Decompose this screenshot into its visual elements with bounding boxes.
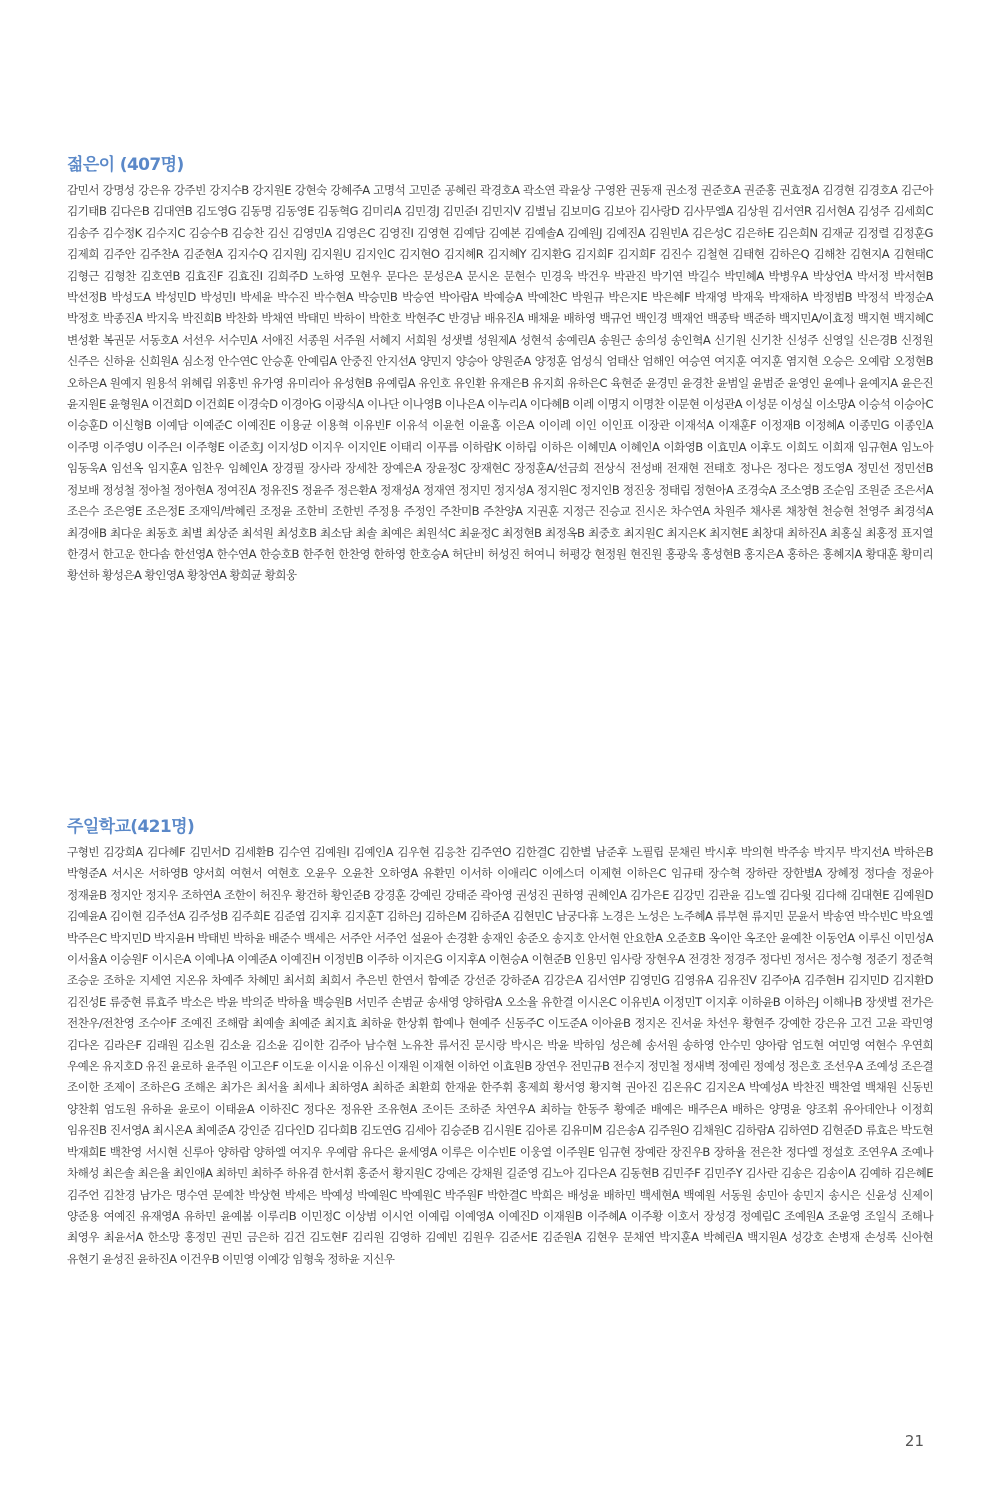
- name-list-sunday-school: 구형빈 김강희A 김다혜F 김민서D 김세환B 김수연 김예원I 김예인A 김우현 김응찬 김주연O 김한결C 김한별 남준후 노필립 문채린 박시후 박의현 박주송 박지무 박지선A 박하은B 박형준A 서시온 서하영B 양서희 여현서 여현호 오윤우 오윤찬 오하영A 유환민 이서하 이애리C 이에스더 이제현 이하은C 임규태 장수혁 장하란 장한별A 장혜정 정다솔 정윤아 정재윤B 정지안 정지우 조하연A 조한이 허진우 황건하 황인준B 강경훈 강예린 강태준 곽아영 권성진 권하영 권혜인A 김가은E 김강민 김관윤 김노엘 김다윗 김다해 김대현E 김예원D 김예윤A 김이현 김주선A 김주성B 김주희E 김준엽 김지후 김지훈T 김하은J 김하은M 김하준A 김현민C 남궁다휴 노경은 노성은 노주혜A 류부현 류지민 문윤서 박송연 박수빈C 박요엘 박주은C 박지민D 박지윤H 박태빈 박하윤 배준수 백세은 서주안 서주언 설윤아 손경환 송재인 송준오 송지호 안서현 안요한A 오준호B 옥이안 옥조안 윤예찬 이동언A 이루신 이민성A 이서율A 이승원F 이시은A 이예나A 이예준A 이예진H 이정빈B 이주하 이지은G 이지후A 이현승A 이현준B 인용민 임사랑 장현우A 전경찬 정경주 정다빈 정서은 정수형 정준기 정준혁 조승운 조하운 지세연 지온유 차예주 차혜민 최서희 최희서 추은빈 한연서 함예준 강선준 강하준A 김강은A 김서연P 김영민G 김영유A 김유진V 김주아A 김주현H 김지민D 김지환D 김진성E 류중현 류효주 박소은 박윤 박의준 박하율 백승원B 서민주 손범균 송새영 양하람A 오소율 유한결 이시온C 이유빈A 이정민T 이지후 이하윤B 이하은J 이해나B 장샛별 전가은 전찬우/전찬영 조수아F 조예진 조해람 최예솔 최예준 최지효 최하윤 한상휘 함예나 현예주 신동주C 이도준A 이아윤B 정지온 진서윤 차선우 황현주 강예한 강은유 고건 고윤 곽민영 김다온 김라은F 김래원 김소원 김소윤 김소윤 김이한 김주아 남수현 노유찬 류서진 문시랑 박시은 박윤 박하임 성은혜 송서원 송하영 안수민 양아람 엄도현 여민영 여현수 우연희 우예온 유지호D 유진 윤로하 윤주원 이고은F 이도윤 이시윤 이유신 이재원 이재현 이하언 이효원B 장연우 전민규B 전수지 정민철 정새벽 정예린 정예성 정은호 조선우A 조예성 조은결 조이한 조제이 조하은G 조해온 최가은 최서율 최세나 최하영A 최하준 최환희 한재윤 한주휘 홍제희 황서영 황지혁 권아진 김온유C 김지온A 박예성A 박찬진 백찬열 백채원 신동빈 양찬휘 엄도원 유하윤 윤로이 이태윤A 이하진C 정다온 정유완 조유현A 조이든 조하준 차연우A 최하늘 한동주 황예준 배예은 배주은A 배하은 양명윤 양조휘 유아데안나 이정희 임유진B 진서영A 최시온A 최예준A 강인준 김다인D 김다희B 김도연G 김세아 김승준B 김시원E 김아론 김유미M 김은송A 김주원O 김채원C 김하람A 김하연D 김현준D 류효은 박도현 박재희E 백찬영 서시현 신루아 양하람 양하엘 여지우 우예람 유다은 윤세영A 이루은 이수빈E 이웅열 이주원E 임규현 장예란 장진우B 장하율 전은찬 정다엘 정설호 조연우A 조예나 차해성 최은솔 최은율 최인애A 최하민 최하주 하유겸 한서휘 홍준서 황지원C 강예은 강채원 길준영 김노아 김다은A 김동현B 김민주F 김민주Y 김사란 김송은 김송이A 김예하 김은혜E 김주언 김찬경 남가은 명수연 문예찬 박상현 박세은 박예성 박예원C 박예원C 박주원F 박한결C 박희은 배성윤 배하민 백세현A 백예원 서동원 송민아 송민지 송시은 신윤성 신제이 양준용 여예진 유재영A 유하민 윤예봄 이루리B 이민정C 이상범 이시언 이예림 이예영A 이예진D 이재원B 이주혜A 이주황 이호서 장성경 정예림C 조예원A 조윤영 조일식 조해나 최영우 최윤서A 한소망 홍정민 권민 금은하 김건 김도현F 김리원 김영하 김예빈 김원우 김준서E 김준원A 김현우 문채연 박지훈A 박혜린A 백지원A 성강호 손병재 손성록 신아현 유현기 윤성진 윤하진A 이건우B 이민영 이예강 임형욱 정하윤 지신우: [67, 845, 933, 1266]
- name-list-youth: 감민서 강명성 강은유 강주빈 강지수B 강지원E 강현숙 강혜주A 고명석 고민준 공혜린 곽경호A 곽소연 곽윤상 구영완 권동재 권소정 권준호A 권준홍 권효정A 김경현 김경호A 김근아 김기태B 김다은B 김대연B 김도영G 김동명 김동영E 김동혁G 김미리A 김민경J 김민준I 김민지V 김별님 김보미G 김보아 김사랑D 김사무엘A 김상원 김서연R 김서현A 김성주 김세희C 김송주 김수정K 김수지C 김승수B 김승찬 김신 김영민A 김영은C 김영진I 김영현 김예담 김예본 김예솔A 김예원J 김예진A 김원빈A 김은성C 김은하E 김은희N 김재균 김정렬 김정훈G 김제희 김주안 김주찬A 김준현A 김지수Q 김지원J 김지원U 김지인C 김지현O 김지혜R 김지혜Y 김지환G 김지희F 김지희F 김진수 김철현 김태현 김하은Q 김해찬 김현지A 김현태C 김형근 김형찬 김호연B 김효진F 김효진I 김희주D 노하영 모현우 문다은 문성은A 문시온 문현수 민경욱 박건우 박관진 박기연 박길수 박민혜A 박병우A 박상언A 박서정 박서현B 박선정B 박성도A 박성민D 박성민I 박세윤 박수진 박수현A 박승민B 박승연 박아람A 박예승A 박예찬C 박원규 박은지E 박은혜F 박재영 박재욱 박재하A 박정범B 박정석 박정순A 박정호 박종진A 박지욱 박진희B 박찬화 박채연 박태민 박하이 박한호 박현주C 반경남 배유진A 배채윤 배하영 백규언 백인경 백재언 백종탁 백준하 백지민A/이효정 백지현 백지혜C 변성환 복권문 서동호A 서선우 서수민A 서애진 서종원 서주원 서혜지 서희원 성샛별 성원제A 성현석 송예린A 송원근 송의성 송인혁A 신기원 신기찬 신성주 신영일 신은경B 신정원 신주은 신하윤 신희원A 심소정 안수연C 안승훈 안예림A 안중진 안지선A 양민지 양승아 양원준A 양정훈 엄성식 엄태산 엄해인 여승연 여지훈 여지훈 염지현 오승은 오예람 오정현B 오하은A 원예지 원용석 위혜림 위홍빈 유가영 유미리아 유성현B 유예림A 유인호 유인환 유재은B 유지희 유하은C 육현준 윤경민 윤경찬 윤범일 윤범준 윤영인 윤예나 윤예지A 윤은진 윤지원E 윤형원A 이건희D 이건희E 이경숙D 이경아G 이광식A 이나단 이나영B 이나은A 이누리A 이다혜B 이레 이명지 이명찬 이문현 이성관A 이성문 이성실 이소망A 이승석 이승아C 이승훈D 이신형B 이예담 이예준C 이예진E 이용균 이용혁 이유빈F 이유석 이윤헌 이윤홈 이은A 이이레 이인 이인표 이장관 이재석A 이재훈F 이정재B 이정혜A 이종민G 이종인A 이주명 이주영U 이주은I 이주형E 이준호J 이지성D 이지우 이지인E 이태리 이푸름 이하람K 이하림 이하은 이혜민A 이혜인A 이화영B 이효민A 이후도 이희도 이희재 임규현A 임노아 임동욱A 임선옥 임지훈A 임찬우 임혜인A 장경필 장사라 장세찬 장예은A 장윤정C 장재현C 장정훈A/선금희 전상식 전성배 전재현 전태호 정나은 정다은 정도영A 정민선 정민선B 정보배 정성철 정아철 정아현A 정여진A 정유진S 정윤주 정은환A 정재성A 정재연 정지민 정지성A 정지원C 정지인B 정진웅 정태림 정현아A 조경숙A 조소영B 조순임 조원준 조은서A 조은수 조은영E 조은정E 조재익/박혜린 조정윤 조한비 조한빈 주정용 주정인 주찬미B 주찬양A 지권훈 지정근 진승교 진시온 차수연A 차원주 채사론 채창현 천승현 천영주 최경석A 최경애B 최다운 최동호 최별 최상준 최석원 최성호B 최소담 최솔 최예은 최원석C 최윤정C 최정현B 최정옥B 최중호 최지원C 최지은K 최지현E 최창대 최하진A 최홍실 최홍정 표지열 한경서 한고운 한다솜 한선영A 한수연A 한승호B 한주헌 한찬영 한하영 한호승A 허단비 허성진 허여니 허평강 현정원 현진원 홍광욱 홍성현B 홍지은A 홍하은 홍혜지A 황대훈 황미리 황선하 황성은A 황인영A 황창연A 황희균 황희웅: [67, 183, 933, 583]
- section-sunday-school: [67, 815, 933, 1270]
- section-title-sunday-school: 주일학교(421명): [67, 817, 195, 837]
- section-youth: [67, 153, 933, 587]
- section-title-youth: 젊은이 (407명): [67, 155, 184, 175]
- page-number: 21: [904, 1432, 924, 1450]
